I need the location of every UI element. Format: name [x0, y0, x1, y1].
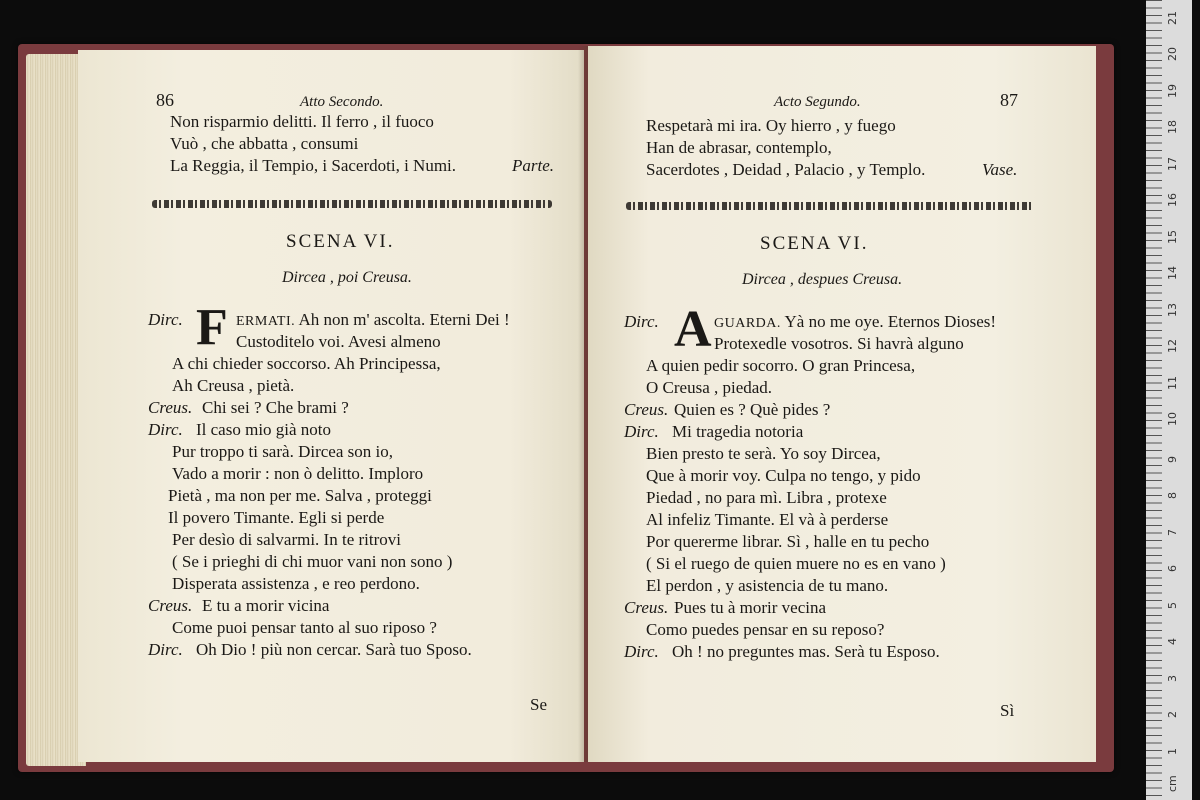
- ruler-number: 6: [1166, 565, 1179, 572]
- speaker-label: Dirc.: [148, 310, 183, 329]
- verse-line: Oh ! no preguntes mas. Serà tu Esposo.: [672, 642, 940, 661]
- verse-line: Chi sei ? Che brami ?: [202, 398, 349, 417]
- speaker-label: Dirc.: [148, 420, 183, 439]
- ruler-number: 17: [1166, 156, 1179, 171]
- ruler-number: 4: [1166, 638, 1179, 645]
- verse-line: E tu a morir vicina: [202, 596, 330, 615]
- verse-line: Protexedle vosotros. Si havrà alguno: [714, 334, 964, 353]
- verse-line: Piedad , no para mì. Libra , protexe: [646, 488, 887, 507]
- verse-line: Por quererme librar. Sì , halle en tu pecho: [646, 532, 930, 551]
- scene-characters: Dircea , poi Creusa.: [282, 269, 412, 286]
- verse-line: Pietà , ma non per me. Salva , proteggi: [168, 486, 432, 505]
- verse-line: Pues tu à morir vecina: [674, 598, 827, 617]
- ruler-number: 9: [1166, 455, 1179, 463]
- ruler-number: 12: [1166, 339, 1179, 353]
- first-word: GUARDA.: [714, 316, 781, 331]
- catchword: Sì: [1000, 701, 1015, 720]
- ruler-number: 20: [1166, 47, 1179, 61]
- left-page: [78, 50, 584, 762]
- verse-line: Il povero Timante. Egli si perde: [168, 508, 385, 527]
- drop-cap: F: [196, 299, 228, 356]
- first-line-text: Yà no me oye. Eternos Dioses!: [784, 312, 997, 331]
- verse-line: Como puedes pensar en su reposo?: [646, 620, 885, 639]
- page-number: 86: [156, 90, 174, 110]
- speaker-label: Dirc.: [624, 422, 659, 441]
- verse-line: Mi tragedia notoria: [672, 422, 804, 441]
- ruler-number: 18: [1166, 120, 1179, 134]
- ruler-number: 7: [1166, 528, 1179, 536]
- ruler-number: 11: [1166, 375, 1179, 390]
- speaker-label: Creus.: [148, 398, 193, 417]
- verse-line: Han de abrasar, contemplo,: [646, 138, 832, 157]
- verse-line: Custoditelo voi. Avesi almeno: [236, 332, 441, 351]
- speaker-label: Dirc.: [148, 640, 183, 659]
- ornament-divider: [626, 202, 1034, 210]
- running-head: Acto Segundo.: [774, 94, 861, 110]
- stage-direction: Vase.: [982, 160, 1018, 179]
- speaker-label: Creus.: [624, 598, 669, 617]
- verse-line: Vado a morir : non ò delitto. Imploro: [172, 464, 424, 483]
- ruler-number: 21: [1166, 10, 1179, 25]
- verse-line: Pur troppo ti sarà. Dircea son io,: [172, 442, 393, 461]
- verse-line: Il caso mio già noto: [196, 420, 332, 439]
- catchword: Se: [530, 695, 547, 714]
- speaker-label: Creus.: [624, 400, 669, 419]
- ruler-ticks: [1146, 0, 1162, 800]
- ruler-number: 3: [1166, 674, 1179, 682]
- verse-line: Que à morir voy. Culpa no tengo, y pido: [646, 466, 921, 485]
- verse-line: O Creusa , piedad.: [646, 378, 773, 397]
- verse-line: Al infeliz Timante. El và à perderse: [646, 510, 889, 529]
- scene-title: SCENA VI.: [760, 233, 869, 254]
- ruler-number: 14: [1166, 266, 1179, 280]
- verse-line: Disperata assistenza , e reo perdono.: [172, 574, 420, 593]
- ruler-number: 1: [1166, 747, 1179, 755]
- ruler-number: 19: [1166, 83, 1179, 98]
- speaker-label: Creus.: [148, 596, 193, 615]
- verse-line: La Reggia, il Tempio, i Sacerdoti, i Numi.: [170, 156, 457, 175]
- verse-line: Per desìo di salvarmi. In te ritrovi: [172, 530, 401, 549]
- verse-line: A chi chieder soccorso. Ah Principessa,: [172, 354, 441, 373]
- ruler-number: 8: [1166, 492, 1179, 499]
- ruler-number: 5: [1166, 601, 1179, 609]
- verse-line: Vuò , che abbatta , consumi: [170, 134, 359, 153]
- verse-line: ( Se i prieghi di chi muor vani non sono ): [172, 552, 453, 571]
- ruler-number: 2: [1166, 711, 1179, 718]
- speaker-label: Dirc.: [624, 642, 659, 661]
- verse-line: Bien presto te serà. Yo soy Dircea,: [646, 444, 881, 463]
- ruler-number: 10: [1166, 412, 1179, 426]
- first-line: [236, 310, 510, 332]
- scene-characters: Dircea , despues Creusa.: [742, 271, 903, 288]
- ruler-number: 15: [1166, 229, 1179, 244]
- verse-line: Oh Dio ! più non cercar. Sarà tuo Sposo.: [196, 640, 472, 659]
- verse-line: Non risparmio delitti. Il ferro , il fuoco: [170, 112, 434, 131]
- verse-line: Ah Creusa , pietà.: [172, 376, 295, 395]
- verse-line: A quien pedir socorro. O gran Princesa,: [646, 356, 916, 375]
- verse-line: Sacerdotes , Deidad , Palacio , y Templo.: [646, 160, 926, 179]
- verse-line: Come puoi pensar tanto al suo riposo ?: [172, 618, 437, 637]
- page-edges: [26, 54, 86, 766]
- ruler-unit: cm: [1166, 775, 1179, 792]
- verse-line: ( Si el ruego de quien muere no es en vano ): [646, 554, 946, 573]
- stage-direction: Parte.: [512, 156, 555, 175]
- verse-line: Quien es ? Què pides ?: [674, 400, 831, 419]
- first-word: ERMATI.: [236, 314, 296, 329]
- ornament-divider: [152, 200, 552, 208]
- first-line-text: Ah non m' ascolta. Eterni Dei !: [298, 310, 510, 329]
- verse-line: El perdon , y asistencia de tu mano.: [646, 576, 889, 595]
- measurement-ruler: [1146, 0, 1192, 800]
- scene-title: SCENA VI.: [286, 231, 395, 252]
- verse-line: Respetarà mi ira. Oy hierro , y fuego: [646, 116, 896, 135]
- first-line: [714, 312, 996, 334]
- ruler-number: 13: [1166, 302, 1179, 317]
- page-number: 87: [1000, 90, 1018, 110]
- drop-cap: A: [674, 301, 712, 358]
- ruler-number: 16: [1166, 193, 1179, 207]
- right-page: [588, 46, 1096, 762]
- running-head: Atto Secondo.: [300, 94, 384, 110]
- speaker-label: Dirc.: [624, 312, 659, 331]
